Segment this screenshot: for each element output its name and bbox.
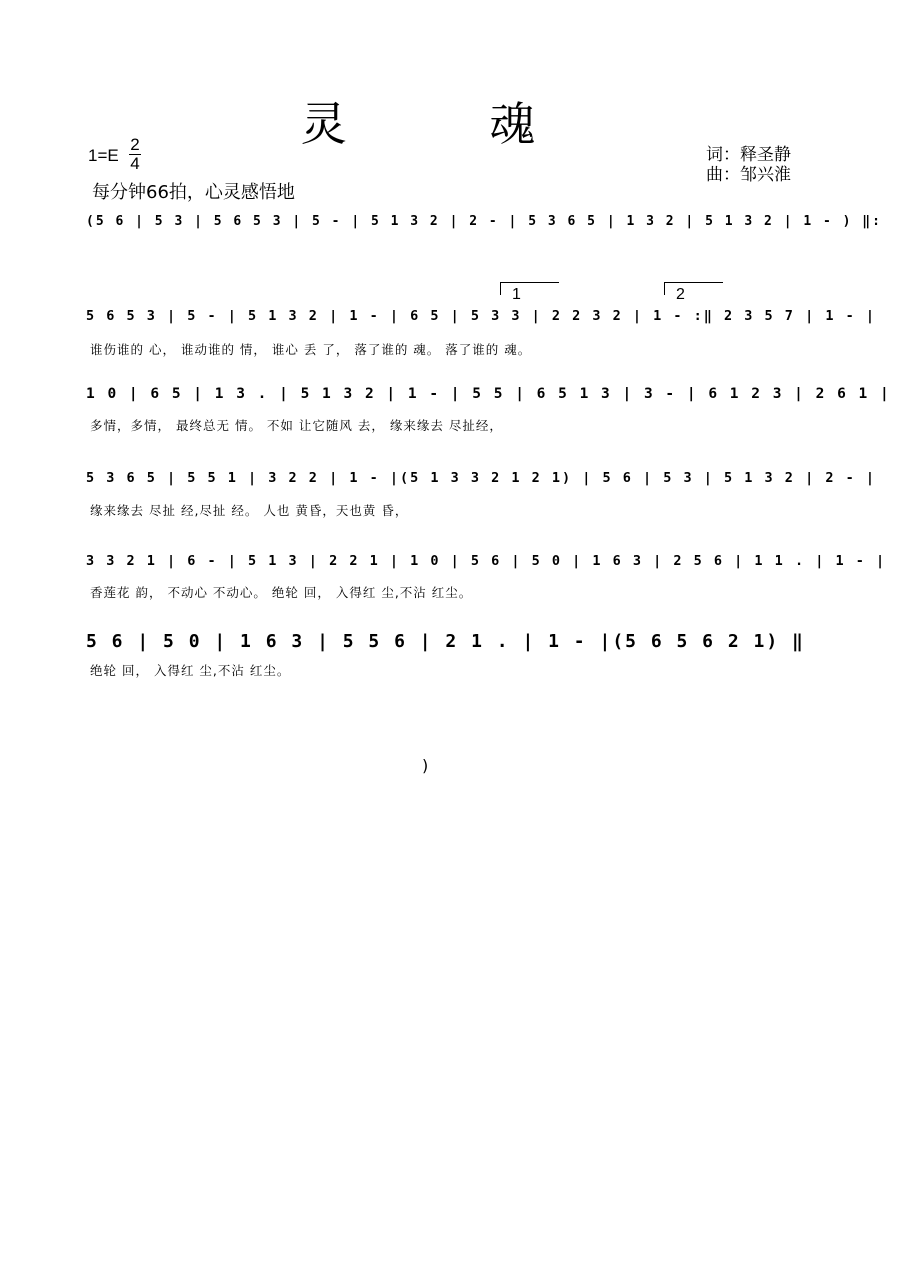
tempo-marking: 每分钟66拍，心灵感悟地 [92,182,295,203]
lyrics-row-2: 谁伤谁的 心， 谁动谁的 情， 谁心 丢 了， 落了谁的 魂。 落了谁的 魂。 [90,342,532,357]
time-signature-bottom: 4 [130,154,140,173]
lyrics-row-4: 缘来缘去 尽扯 经,尽扯 经。 人也 黄昏，天也黄 昏， [90,503,409,518]
notation-row-2: 5 6 5 3 | 5 - | 5 1 3 2 | 1 - | 6 5 | 5 3 3 | 2 2 3 2 | 1 - :‖ 2 3 5 7 | 1 - | [86,308,876,324]
volta-1-bracket [500,282,559,295]
notation-row-3: 1 0 | 6 5 | 1 3 . | 5 1 3 2 | 1 - | 5 5 | 6 5 1 3 | 3 - | 6 1 2 3 | 2 6 1 | [86,386,891,402]
volta-2-number: 2 [676,286,685,303]
lyrics-row-3: 多情，多情， 最终总无 情。 不如 让它随风 去， 缘来缘去 尽扯经， [90,418,503,433]
key-signature: 1=E [88,146,119,165]
time-signature-top: 2 [130,135,140,154]
lyricist-credit: 词：释圣静 [706,145,791,165]
notation-row-4: 5 3 6 5 | 5 5 1 | 3 2 2 | 1 - |(5 1 3 3 2 1 2 1) | 5 6 | 5 3 | 5 1 3 2 | 2 - | [86,470,876,486]
notation-row-1: (5 6 | 5 3 | 5 6 5 3 | 5 - | 5 1 3 2 | 2 - | 5 3 6 5 | 1 3 2 | 5 1 3 2 | 1 - ) ‖: [86,214,882,229]
stray-parenthesis: ) [422,756,429,775]
time-signature [128,136,142,173]
notation-row-6: 5 6 | 5 0 | 1 6 3 | 5 5 6 | 2 1 . | 1 - |(5 6 5 6 2 1) ‖ [86,631,805,652]
volta-1-number: 1 [512,286,521,303]
composer-credit: 曲：邹兴淮 [706,165,791,185]
song-title: 灵 魂 [300,97,600,151]
notation-row-5: 3 3 2 1 | 6 - | 5 1 3 | 2 2 1 | 1 0 | 5 6 | 5 0 | 1 6 3 | 2 5 6 | 1 1 . | 1 - | [86,553,887,569]
lyrics-row-6: 绝轮 回， 入得红 尘,不沾 红尘。 [90,663,291,678]
volta-2-bracket [664,282,723,295]
lyrics-row-5: 香莲花 韵， 不动心 不动心。 绝轮 回， 入得红 尘,不沾 红尘。 [90,585,473,600]
